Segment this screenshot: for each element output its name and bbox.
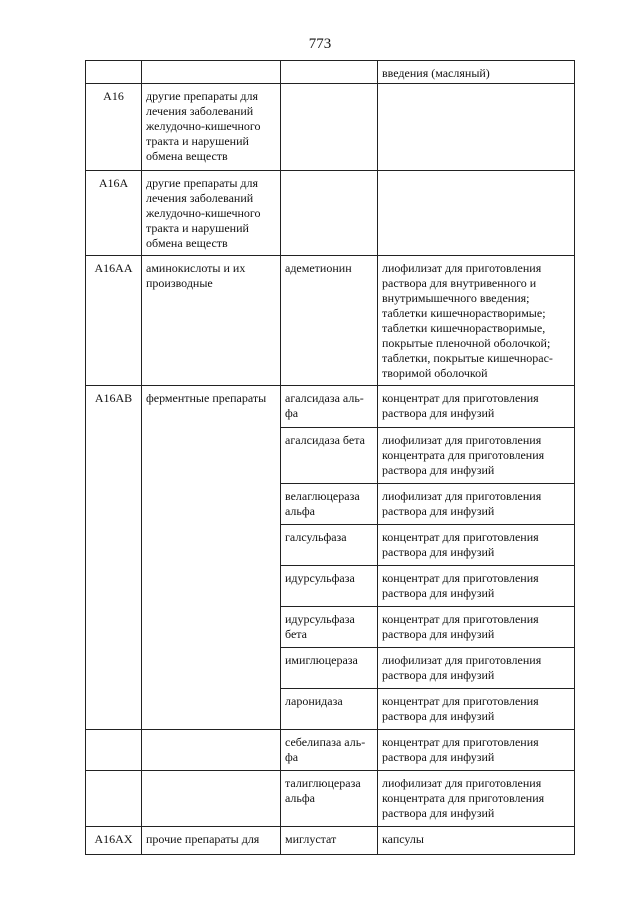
group-cell (142, 61, 281, 84)
group-cell: другие препараты для лечения заболеваний желудочно-кишечного тракта и нарушений обмена веществ (142, 84, 281, 171)
form-cell: концентрат для приготовления раствора для инфузий (378, 566, 575, 607)
substance-cell: агалсидаза аль-фа (281, 386, 378, 428)
group-cell (142, 730, 281, 771)
group-cell (142, 648, 281, 689)
atc-code-cell (86, 61, 142, 84)
atc-code-cell (86, 525, 142, 566)
group-cell (142, 566, 281, 607)
group-cell (142, 607, 281, 648)
atc-code-cell (86, 428, 142, 484)
form-cell: концентрат для приготовления раствора для инфузий (378, 607, 575, 648)
form-cell: введения (масляный) (378, 61, 575, 84)
form-cell: лиофилизат для приготовления раствора для внутривенного и внутримышечного введения; таблетки кишечнорастворимые; таблетки кишечнорастворимые, покрытые пленочной оболочкой; таблетки, покрытые кишечнорас-творимой оболочкой (378, 256, 575, 386)
atc-code-cell: A16AB (86, 386, 142, 428)
table-row (86, 256, 575, 386)
substance-cell: агалсидаза бета (281, 428, 378, 484)
table-row (86, 730, 575, 771)
page-number: 773 (308, 36, 332, 52)
atc-code-cell: A16A (86, 171, 142, 256)
substance-cell: талиглюцераза альфа (281, 771, 378, 827)
atc-code-cell (86, 771, 142, 827)
group-cell (142, 525, 281, 566)
form-cell: концентрат для приготовления раствора для инфузий (378, 386, 575, 428)
table-row (86, 428, 575, 484)
table-row (86, 61, 575, 84)
substance-cell (281, 84, 378, 171)
atc-code-cell: A16AX (86, 827, 142, 855)
drug-table (85, 60, 575, 855)
atc-code-cell (86, 730, 142, 771)
table-row (86, 648, 575, 689)
atc-code-cell (86, 607, 142, 648)
atc-code-cell (86, 566, 142, 607)
substance-cell: галсульфаза (281, 525, 378, 566)
form-cell: лиофилизат для приготовления раствора для инфузий (378, 484, 575, 525)
table-row (86, 771, 575, 827)
substance-cell: адеметионин (281, 256, 378, 386)
form-cell: концентрат для приготовления раствора для инфузий (378, 525, 575, 566)
group-cell: аминокислоты и их производные (142, 256, 281, 386)
substance-cell: себелипаза аль-фа (281, 730, 378, 771)
form-cell: капсулы (378, 827, 575, 855)
table-row (86, 84, 575, 171)
atc-code-cell: A16 (86, 84, 142, 171)
table-row (86, 566, 575, 607)
form-cell (378, 171, 575, 256)
form-cell: лиофилизат для приготовления раствора для инфузий (378, 648, 575, 689)
substance-cell: миглустат (281, 827, 378, 855)
atc-code-cell (86, 689, 142, 730)
table-row (86, 525, 575, 566)
group-cell: ферментные препараты (142, 386, 281, 428)
table-row (86, 689, 575, 730)
group-cell (142, 689, 281, 730)
atc-code-cell (86, 484, 142, 525)
substance-cell: велаглюцераза альфа (281, 484, 378, 525)
form-cell: концентрат для приготовления раствора для инфузий (378, 689, 575, 730)
table-row (86, 607, 575, 648)
substance-cell: идурсульфаза бета (281, 607, 378, 648)
group-cell (142, 428, 281, 484)
substance-cell (281, 171, 378, 256)
substance-cell: ларонидаза (281, 689, 378, 730)
form-cell: лиофилизат для приготовления концентрата для приготовления раствора для инфузий (378, 771, 575, 827)
group-cell: прочие препараты для (142, 827, 281, 855)
substance-cell (281, 61, 378, 84)
group-cell: другие препараты для лечения заболеваний желудочно-кишечного тракта и нарушений обмена веществ (142, 171, 281, 256)
atc-code-cell: A16AA (86, 256, 142, 386)
table-row (86, 827, 575, 855)
substance-cell: имиглюцераза (281, 648, 378, 689)
atc-code-cell (86, 648, 142, 689)
substance-cell: идурсульфаза (281, 566, 378, 607)
form-cell: лиофилизат для приготовления концентрата для приготовления раствора для инфузий (378, 428, 575, 484)
table-row (86, 484, 575, 525)
table-row (86, 171, 575, 256)
table-row (86, 386, 575, 428)
group-cell (142, 771, 281, 827)
form-cell (378, 84, 575, 171)
form-cell: концентрат для приготовления раствора для инфузий (378, 730, 575, 771)
group-cell (142, 484, 281, 525)
